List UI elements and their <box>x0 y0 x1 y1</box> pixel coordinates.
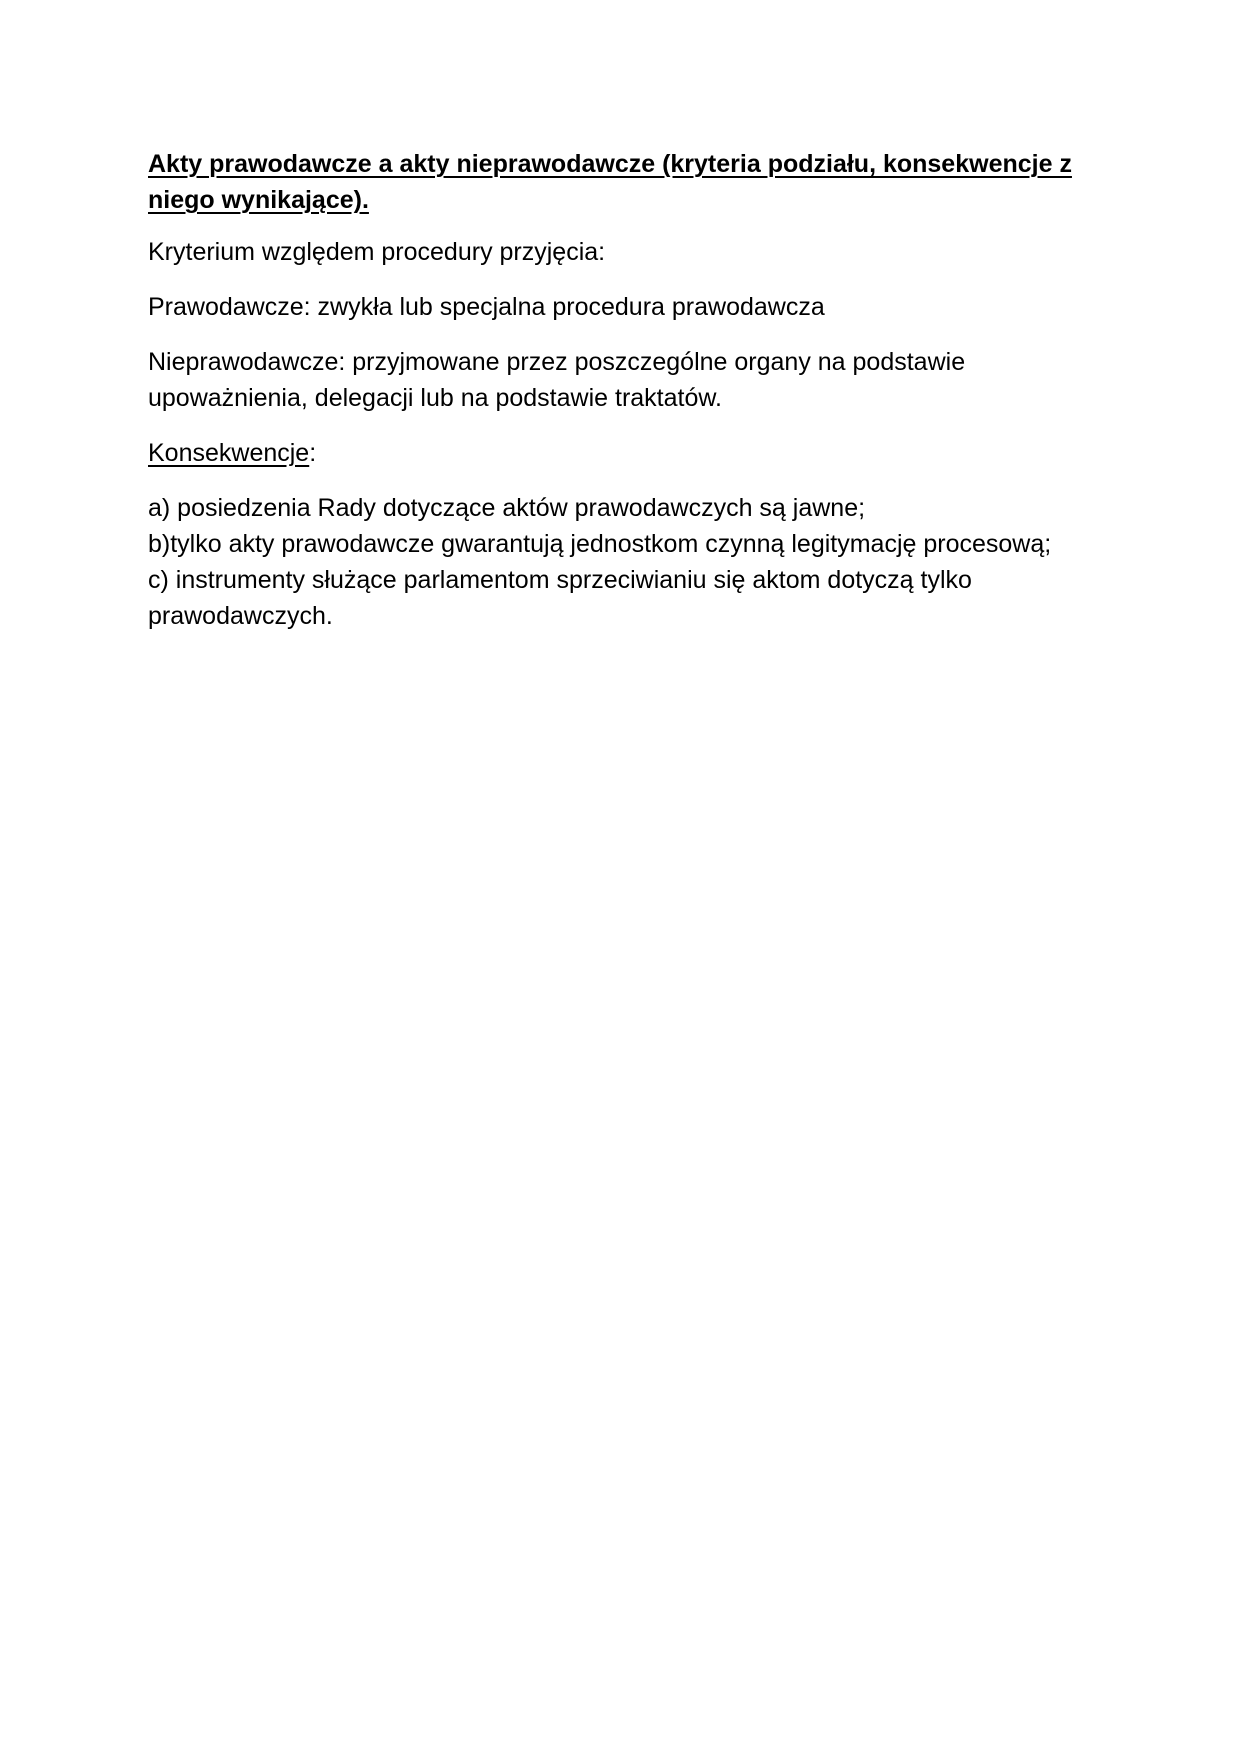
document-body <box>148 146 1088 634</box>
consequence-item-b: b)tylko akty prawodawcze gwarantują jednostkom czynną legitymację procesową; <box>148 530 1052 558</box>
criterion-heading: Kryterium względem procedury przyjęcia: <box>148 238 606 266</box>
consequence-item-c: c) instrumenty służące parlamentom sprzeciwianiu się aktom dotyczą tylko prawodawczych. <box>148 566 972 630</box>
consequences-heading <box>148 435 1088 471</box>
consequence-item-a: a) posiedzenia Rady dotyczące aktów prawodawczych są jawne; <box>148 494 866 522</box>
consequences-colon: : <box>309 439 317 467</box>
consequences-list <box>148 490 1088 634</box>
document-title: Akty prawodawcze a akty nieprawodawcze (kryteria podziału, konsekwencje z niego wynikające). <box>148 150 1072 214</box>
non-legislative-acts-paragraph: Nieprawodawcze: przyjmowane przez poszczególne organy na podstawie upoważnienia, delegacji lub na podstawie traktatów. <box>148 348 966 412</box>
consequences-label: Konsekwencje <box>148 439 310 467</box>
legislative-acts-paragraph: Prawodawcze: zwykła lub specjalna procedura prawodawcza <box>148 293 825 321</box>
